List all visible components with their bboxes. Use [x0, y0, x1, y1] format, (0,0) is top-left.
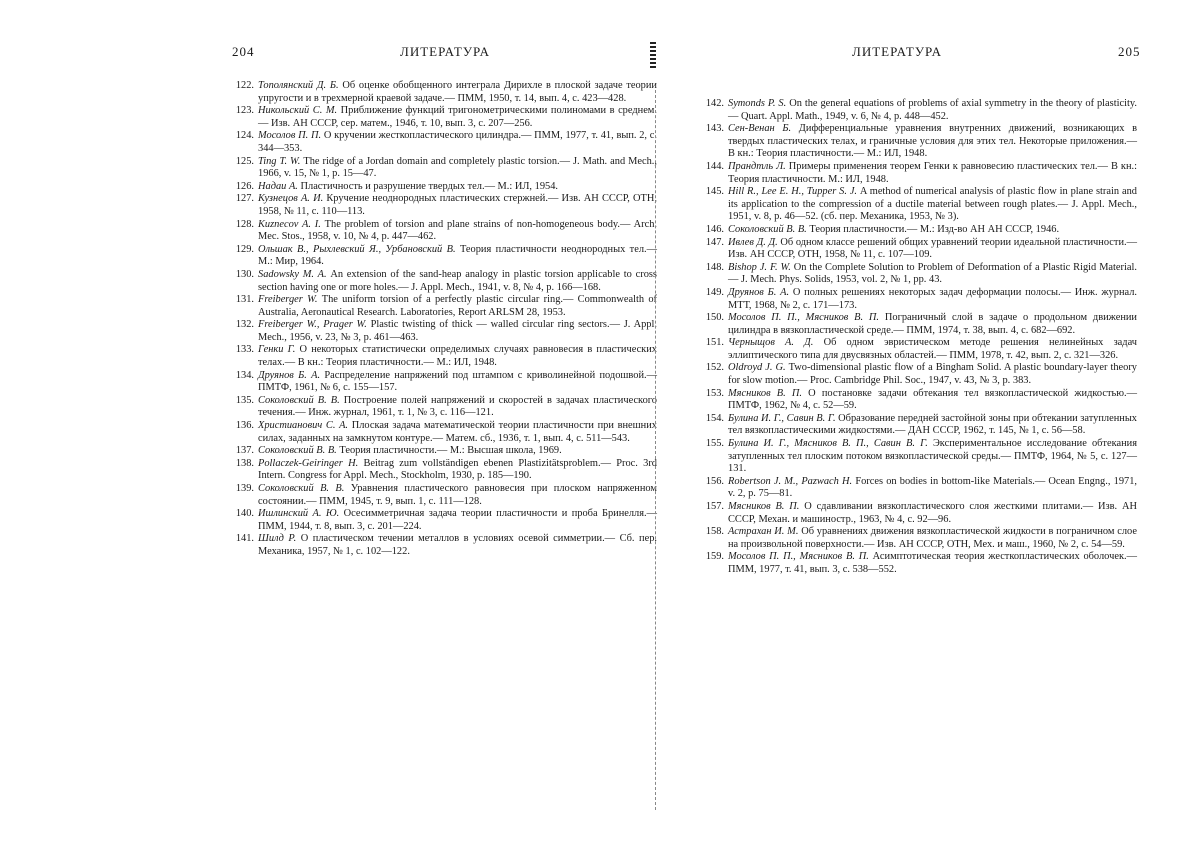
reference-entry: [225, 130, 657, 155]
reference-authors: Христианович С. А.: [258, 420, 349, 432]
reference-entry: [695, 287, 1137, 312]
reference-entry: [225, 445, 657, 458]
reference-number: 129.: [235, 243, 254, 255]
reference-entry: [695, 526, 1137, 551]
running-head: ЛИТЕРАТУРА: [852, 44, 942, 59]
reference-entry: [695, 186, 1137, 224]
reference-number: 138.: [235, 457, 254, 469]
reference-entry: [695, 237, 1137, 262]
reference-entry: [225, 533, 657, 558]
reference-number: 132.: [235, 319, 254, 331]
reference-number: 126.: [235, 180, 254, 192]
reference-authors: Ting T. W.: [258, 155, 301, 167]
reference-authors: Мясников В. П.: [728, 387, 802, 399]
reference-authors: Надаи А.: [258, 180, 298, 192]
reference-authors: Генки Г.: [258, 344, 296, 356]
reference-number: 128.: [235, 218, 254, 230]
reference-entry: [695, 501, 1137, 526]
reference-entry: [225, 483, 657, 508]
reference-entry: [225, 294, 657, 319]
reference-text: Пограничный слой в задаче о продольном движении цилиндра в вязкопластической среде.— ПММ, 1974, т. 38, вып. 4, с. 682—692.: [728, 312, 1137, 336]
reference-text: О кручении жесткопластического цилиндра.— ПММ, 1977, т. 41, вып. 2, с. 344—353.: [258, 130, 657, 154]
reference-entry: [695, 551, 1137, 576]
reference-entry: [695, 413, 1137, 438]
reference-text: The problem of torsion and plane strains of non-homogeneous body.— Arch. Mec. Stos., 1958, v. 10, № 4, p. 447—462.: [258, 218, 657, 243]
reference-authors: Sadowsky M. A.: [258, 268, 327, 280]
reference-entry: [225, 80, 657, 105]
reference-authors: Булина И. Г., Мясников В. П., Савин В. Г.: [728, 438, 928, 450]
reference-authors: Мосолов П. П., Мясников В. П.: [728, 312, 880, 324]
reference-authors: Соколовский В. В.: [728, 223, 807, 235]
reference-number: 156.: [705, 475, 724, 487]
reference-text: Об одном классе решений общих уравнений теории идеальной пластичности.— Изв. АН СССР, ОТН, 1958, № 11, с. 107—109.: [728, 236, 1137, 261]
reference-entry: [225, 181, 657, 194]
reference-entry: [695, 312, 1137, 337]
reference-list: [225, 80, 657, 559]
reference-authors: Сен-Венан Б.: [728, 123, 792, 135]
reference-text: Приближение функций тригонометрическими полиномами в среднем.— Изв. АН СССР, сер. матем., 1946, т. 10, вып. 3, с. 207—256.: [258, 105, 657, 129]
reference-text: Теория пластичности.— М.: Изд-во АН АН СССР, 1946.: [809, 223, 1060, 235]
reference-entry: [225, 193, 657, 218]
reference-number: 137.: [235, 445, 254, 457]
reference-number: 123.: [235, 105, 254, 117]
reference-text: Теория пластичности неоднородных тел.— М.: Мир, 1964.: [258, 243, 657, 268]
reference-text: Об уравнениях движения вязкопластической жидкости в пограничном слое на произвольной поверхности.— Изв. АН СССР, ОТН, Мех. и маш., 1960, № 2, с. 54—59.: [728, 526, 1137, 550]
reference-entry: [225, 219, 657, 244]
reference-authors: Шилд Р.: [258, 533, 297, 545]
reference-authors: Мосолов П. П., Мясников В. П.: [728, 551, 869, 563]
reference-text: The uniform torsion of a perfectly plastic circular ring.— Commonwealth of Australia, Aeronautical Research. Laboratories, Report ARLSM 28, 1953.: [258, 294, 658, 318]
reference-authors: Oldroyd J. G.: [728, 362, 786, 374]
reference-authors: Kuznecov A. I.: [258, 218, 321, 230]
reference-number: 158.: [705, 526, 724, 538]
reference-text: An extension of the sand-heap analogy in plastic torsion applicable to cross section having one or more holes.— J. Appl. Mech., 1941, v. 8, № 4, p. 166—168.: [258, 268, 657, 293]
reference-entry: [695, 438, 1137, 476]
reference-authors: Мосолов П. П.: [258, 130, 322, 142]
reference-authors: Булина И. Г., Савин В. Г.: [728, 412, 836, 424]
page-number: 205: [1118, 44, 1141, 59]
reference-authors: Pollaczek-Geiringer H.: [258, 457, 359, 469]
reference-entry: [695, 476, 1137, 501]
reference-entry: [695, 388, 1137, 413]
reference-authors: Никольский С. М.: [258, 105, 338, 117]
reference-number: 146.: [705, 223, 724, 235]
reference-number: 159.: [705, 551, 724, 563]
reference-text: Plastic twisting of thick — walled circular ring sectors.— J. Appl. Mech., 1956, v. 23, № 3, p. 461—463.: [258, 319, 657, 343]
reference-number: 133.: [235, 344, 254, 356]
reference-authors: Астрахан И. М.: [728, 526, 799, 538]
reference-number: 122.: [235, 80, 254, 91]
reference-entry: [225, 458, 657, 483]
reference-number: 152.: [705, 362, 724, 374]
gutter-line: [655, 90, 657, 810]
reference-entry: [695, 337, 1137, 362]
reference-number: 157.: [705, 501, 724, 512]
reference-number: 149.: [705, 286, 724, 298]
reference-list: [695, 98, 1137, 577]
reference-text: О полных решениях некоторых задач деформации полосы.— Инж. журнал. МТТ, 1968, № 2, с. 171—173.: [728, 286, 1137, 311]
reference-number: 143.: [705, 123, 724, 135]
reference-number: 125.: [235, 155, 254, 167]
reference-authors: Ивлев Д. Д.: [728, 236, 778, 248]
page-fold-mark: [650, 42, 656, 68]
reference-number: 135.: [235, 394, 254, 406]
reference-authors: Прандтль Л.: [728, 160, 786, 172]
reference-authors: Кузнецов А. И.: [258, 193, 324, 205]
reference-entry: [225, 244, 657, 269]
reference-text: Примеры применения теорем Генки к равновесию пластических тел.— В кн.: Теория пластичности. М.: ИЛ, 1948.: [728, 160, 1137, 185]
reference-authors: Symonds P. S.: [728, 98, 787, 109]
reference-text: О некоторых статистически определимых случаях равновесия в пластических телах.— В кн.: Теория пластичности.— М.: ИЛ, 1948.: [258, 344, 657, 369]
reference-authors: Соколовский В. В.: [258, 394, 340, 406]
reference-number: 131.: [235, 294, 254, 306]
right-page: [660, 0, 1200, 848]
reference-text: Уравнения пластического равновесия при плоском напряженном состоянии.— ПММ, 1945, т. 9, вып. 1, с. 111—128.: [258, 483, 657, 507]
reference-text: Кручение неоднородных пластических стержней.— Изв. АН СССР, ОТН, 1958, № 11, с. 110—113.: [258, 193, 657, 217]
reference-authors: Hill R., Lee E. H., Tupper S. J.: [728, 186, 858, 198]
reference-text: Об оценке обобщенного интеграла Дирихле в плоской задаче теории упругости и в трехмерной краевой задаче.— ПММ, 1950, т. 14, вып. 4, с. 423—428.: [258, 80, 657, 104]
reference-authors: Мясников В. П.: [728, 501, 800, 512]
reference-text: Образование передней застойной зоны при обтекании затупленных тел вязкопластическими жидкостями.— ДАН СССР, 1962, т. 145, № 1, с. 56—58.: [728, 412, 1137, 437]
reference-text: On the Complete Solution to Problem of Deformation of a Plastic Rigid Material.— J. Mech. Phys. Solids, 1953, vol. 2, № 1, pp. 43.: [728, 261, 1137, 286]
reference-authors: Друянов Б. А.: [728, 286, 790, 298]
reference-number: 141.: [235, 533, 254, 545]
reference-text: Осесимметричная задача теории пластичности и проба Бринелля.— ПММ, 1944, т. 8, вып. 3, с. 201—224.: [258, 508, 658, 532]
reference-authors: Ольшак В., Рыхлевский Я., Урбановский В.: [258, 243, 456, 255]
page-number: 204: [232, 44, 255, 59]
reference-authors: Черныщов А. Д.: [728, 337, 814, 349]
reference-entry: [225, 508, 657, 533]
reference-text: Экспериментальное исследование обтекания затупленных тел плоским потоком вязкопластической среды.— ПМТФ, 1964, № 5, с. 127—131.: [728, 438, 1137, 475]
reference-number: 144.: [705, 160, 724, 172]
reference-authors: Freiberger W.: [258, 294, 318, 306]
reference-entry: [695, 262, 1137, 287]
reference-text: О сдавливании вязкопластического слоя жесткими плитами.— Изв. АН СССР, Механ. и машиностр., 1963, № 4, с. 92—96.: [728, 501, 1137, 525]
reference-text: Two-dimensional plastic flow of a Bingham Solid. A plastic boundary-layer theory for slow motion.— Proc. Cambridge Phil. Soc., 1947, v. 43, № 3, p. 383.: [728, 362, 1137, 387]
reference-entry: [225, 420, 657, 445]
reference-authors: Друянов Б. А.: [258, 369, 321, 381]
reference-authors: Ишлинский А. Ю.: [258, 508, 340, 520]
reference-text: The ridge of a Jordan domain and completely plastic torsion.— J. Math. and Mech., 1966, v. 15, № 1, p. 15—47.: [258, 155, 657, 180]
reference-entry: [695, 161, 1137, 186]
reference-entry: [695, 98, 1137, 123]
reference-text: Об одном эвристическом методе решения нелинейных задач эллиптического типа для двусвязных областей.— ПММ, 1978, т. 42, вып. 2, с. 321—326.: [728, 337, 1137, 361]
reference-number: 124.: [235, 130, 254, 142]
reference-entry: [225, 269, 657, 294]
reference-text: О постановке задачи обтекания тел вязкопластической жидкостью.— ПМТФ, 1962, № 4, с. 52—59.: [728, 387, 1137, 412]
reference-number: 145.: [705, 186, 724, 198]
reference-number: 136.: [235, 420, 254, 432]
reference-text: Теория пластичности.— М.: Высшая школа, 1969.: [339, 445, 562, 457]
reference-text: Дифференциальные уравнения внутренних движений, возникающих в твердых пластических телах, и граничные условия для этих тел. Некоторые приложения.— В кн.: Теория пластичности.— М.: ИЛ, 1948.: [728, 123, 1137, 160]
running-head: ЛИТЕРАТУРА: [400, 44, 490, 59]
reference-number: 140.: [235, 508, 254, 520]
reference-entry: [695, 362, 1137, 387]
reference-authors: Bishop J. F. W.: [728, 261, 791, 273]
reference-number: 155.: [705, 438, 724, 450]
reference-entry: [225, 395, 657, 420]
reference-text: Асимптотическая теория жесткопластических оболочек.— ПММ, 1977, т. 41, вып. 3, с. 538—552.: [728, 551, 1137, 575]
reference-entry: [225, 319, 657, 344]
reference-entry: [695, 123, 1137, 161]
reference-entry: [695, 224, 1137, 237]
reference-text: Плоская задача математической теории пластичности при внешних силах, заданных на замкнутом контуре.— Матем. сб., 1936, т. 1, вып. 4, с. 511—543.: [258, 420, 657, 444]
reference-authors: Тополянский Д. Б.: [258, 80, 339, 91]
reference-entry: [225, 105, 657, 130]
reference-number: 151.: [705, 337, 724, 349]
reference-number: 127.: [235, 193, 254, 205]
reference-entry: [225, 156, 657, 181]
reference-number: 153.: [705, 387, 724, 399]
reference-authors: Соколовский В. В.: [258, 483, 345, 494]
reference-number: 154.: [705, 412, 724, 424]
reference-number: 148.: [705, 261, 724, 273]
reference-number: 134.: [235, 369, 254, 381]
reference-entry: [225, 344, 657, 369]
reference-text: On the general equations of problems of axial symmetry in the theory of plasticity.— Quart. Appl. Math., 1949, v. 6, № 4, p. 448—452.: [728, 98, 1137, 122]
reference-number: 147.: [705, 236, 724, 248]
reference-text: A method of numerical analysis of plastic flow in plane strain and its application to the compression of a ductile material between rough plates.— J. Appl. Mech., 1951, v. 8, p. 46—52. (сб. пер. Механика, 1953, № 3).: [728, 186, 1137, 223]
reference-text: Построение полей напряжений и скоростей в задачах пластического течения.— Инж. журнал, 1961, т. 1, № 3, с. 116—121.: [258, 394, 657, 419]
reference-text: Forces on bodies in bottom-like Materials.— Ocean Engng., 1971, v. 2, p. 75—81.: [728, 475, 1137, 500]
reference-text: Пластичность и разрушение твердых тел.— М.: ИЛ, 1954.: [300, 180, 558, 192]
reference-number: 139.: [235, 483, 254, 494]
reference-entry: [225, 370, 657, 395]
reference-text: Распределение напряжений под штампом с криволинейной подошвой.— ПМТФ, 1961, № 6, с. 155—157.: [258, 369, 657, 394]
reference-authors: Robertson J. M., Pazwach H.: [728, 475, 853, 487]
reference-authors: Соколовский В. В.: [258, 445, 337, 457]
reference-text: Beitrag zum vollständigen ebenen Plastizitätsproblem.— Proc. 3rd Intern. Congress for Appl. Mech., Stockholm, 1930, p. 185—190.: [258, 457, 657, 482]
reference-number: 130.: [235, 268, 254, 280]
reference-text: О пластическом течении металлов в условиях осевой симметрии.— Сб. пер. Механика, 1957, № 1, с. 102—122.: [258, 533, 657, 557]
reference-number: 142.: [705, 98, 724, 109]
reference-authors: Freiberger W., Prager W.: [258, 319, 367, 331]
reference-number: 150.: [705, 312, 724, 324]
